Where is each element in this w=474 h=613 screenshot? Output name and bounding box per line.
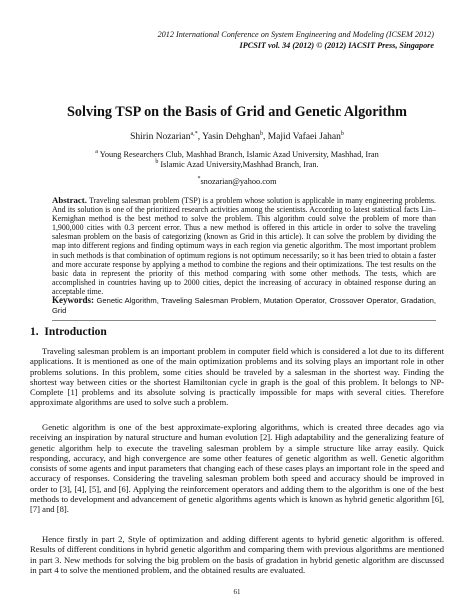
affiliation-text: Young Researchers Club, Mashhad Branch, Islamic Azad University, Mashhad, Iran (97, 150, 379, 159)
affiliation-mark: b (155, 159, 159, 166)
section-heading (30, 326, 107, 338)
keywords (52, 296, 436, 315)
email-address[interactable]: snozarian@yahoo.com (200, 177, 277, 186)
keywords-text: Genetic Algorithm, Traveling Salesman Problem, Mutation Operator, Crossover Operator, Gradation, Grid (52, 296, 436, 315)
keywords-label: Keywords: (52, 295, 94, 305)
author-superscript: b (340, 130, 344, 137)
author-name: Shirin Nozarian (130, 132, 191, 142)
page-number: 61 (233, 588, 241, 596)
affiliation-b (20, 160, 454, 170)
author-name: Yasin Dehghan (202, 132, 260, 142)
author-list (20, 132, 454, 142)
author-superscript: a, (190, 130, 195, 137)
proceedings-header: IPCSIT vol. 34 (2012) © (2012) IACSIT Press, Singapore (239, 41, 434, 50)
conference-header: 2012 International Conference on System Engineering and Modeling (ICSEM 2012) (157, 30, 434, 39)
abstract-divider (52, 320, 436, 321)
paper-title: Solving TSP on the Basis of Grid and Genetic Algorithm (67, 104, 407, 120)
section-number: 1. (30, 326, 39, 338)
paragraph: Genetic algorithm is one of the best approximate-exploring algorithms, which is created three decades ago via receiving an inspiration by natural structure and human evolution [2]. High adaptability and the generalizing feature of genetic algorithm help to execute the traveling salesman problem by a simple structure like array easily. Quick responding, accuracy, and high convergence are some other features of genetic algorithm as well. Genetic algorithm consists of some agents and input parameters that changing each of these cases plays an important role in the speed and accuracy of responses. Considering the traveling salesman problem both speed and accuracy should be improved in order to [3], [4], [5], and [6]. Applying the reinforcement operators and adding them to the algorithm is one of the best methods to development and advancement of genetic algorithms agents which is known as hybrid genetic algorithm [6], [7] and [8]. (30, 422, 444, 515)
author-superscript: b (259, 130, 263, 137)
author-email (20, 177, 454, 187)
abstract-text: Traveling salesman problem (TSP) is a problem whose solution is applicable in many engineering problems. And its solution is one of the prioritized research activities among the scientists. According to latest statistical facts Lin–Kernighan method is the best method to solve the problem. This algorithm could solve the problem of more than 1,900,000 cities with 0.3 percent error. Thus a new method is offered in this article in order to solve the traveling salesman problem on the basis of categorizing (known as Grid in this article). It can solve the problem by dividing the map into different regions and finding optimum ways in each region via genetic algorithm. The most important problem in such methods is that combination of optimum regions is not optimum necessarily; so it has been tried to obtain a faster and more accurate response by applying a method to combine the regions and their optimizations. The test results on the basic data in represent the priority of this method comparing with some other methods. The tests, which are accomplished in countries having up to 2000 cities, depict the increasing of accuracy in obtained response during an acceptable time. (52, 196, 436, 296)
email-mark: * (197, 176, 201, 183)
affiliation-a (20, 150, 454, 160)
abstract (52, 196, 436, 296)
author-separator: , (197, 132, 203, 142)
author-separator: , (262, 132, 268, 142)
paragraph: Hence firstly in part 2, Style of optimization and adding different agents to hybrid genetic algorithm is offered. Results of different conditions in hybrid genetic algorithm and comparing them with previous algorithms are mentioned in part 3. New methods for solving the big problem on the basis of gradation in hybrid genetic algorithm are discussed in part 4 to solve the mentioned problem, and the obtained results are evaluated. (30, 534, 444, 575)
abstract-label: Abstract. (52, 195, 87, 205)
paragraph: Traveling salesman problem is an important problem in computer field which is considered a lot due to its different applications. It is mentioned as one of the main optimization problems and its solving plays an important role in other problems solutions. In this problem, some cities should be traveled by a salesman in the shortest way. Finding the shortest way between cities or the shortest Hamiltonian cycle in graph is the goal of this problem. It belongs to NP-Complete [1] problems and its absolute solving is practically impossible for maps with several cities. Therefore approximate algorithms are used to solve such a problem. (30, 346, 444, 408)
author-name: Majid Vafaei Jahan (267, 132, 341, 142)
affiliation-mark: a (95, 149, 98, 156)
corresponding-mark: * (194, 130, 198, 137)
affiliation-text: Islamic Azad University,Mashhad Branch, Iran. (158, 160, 319, 169)
section-title: Introduction (44, 326, 107, 338)
